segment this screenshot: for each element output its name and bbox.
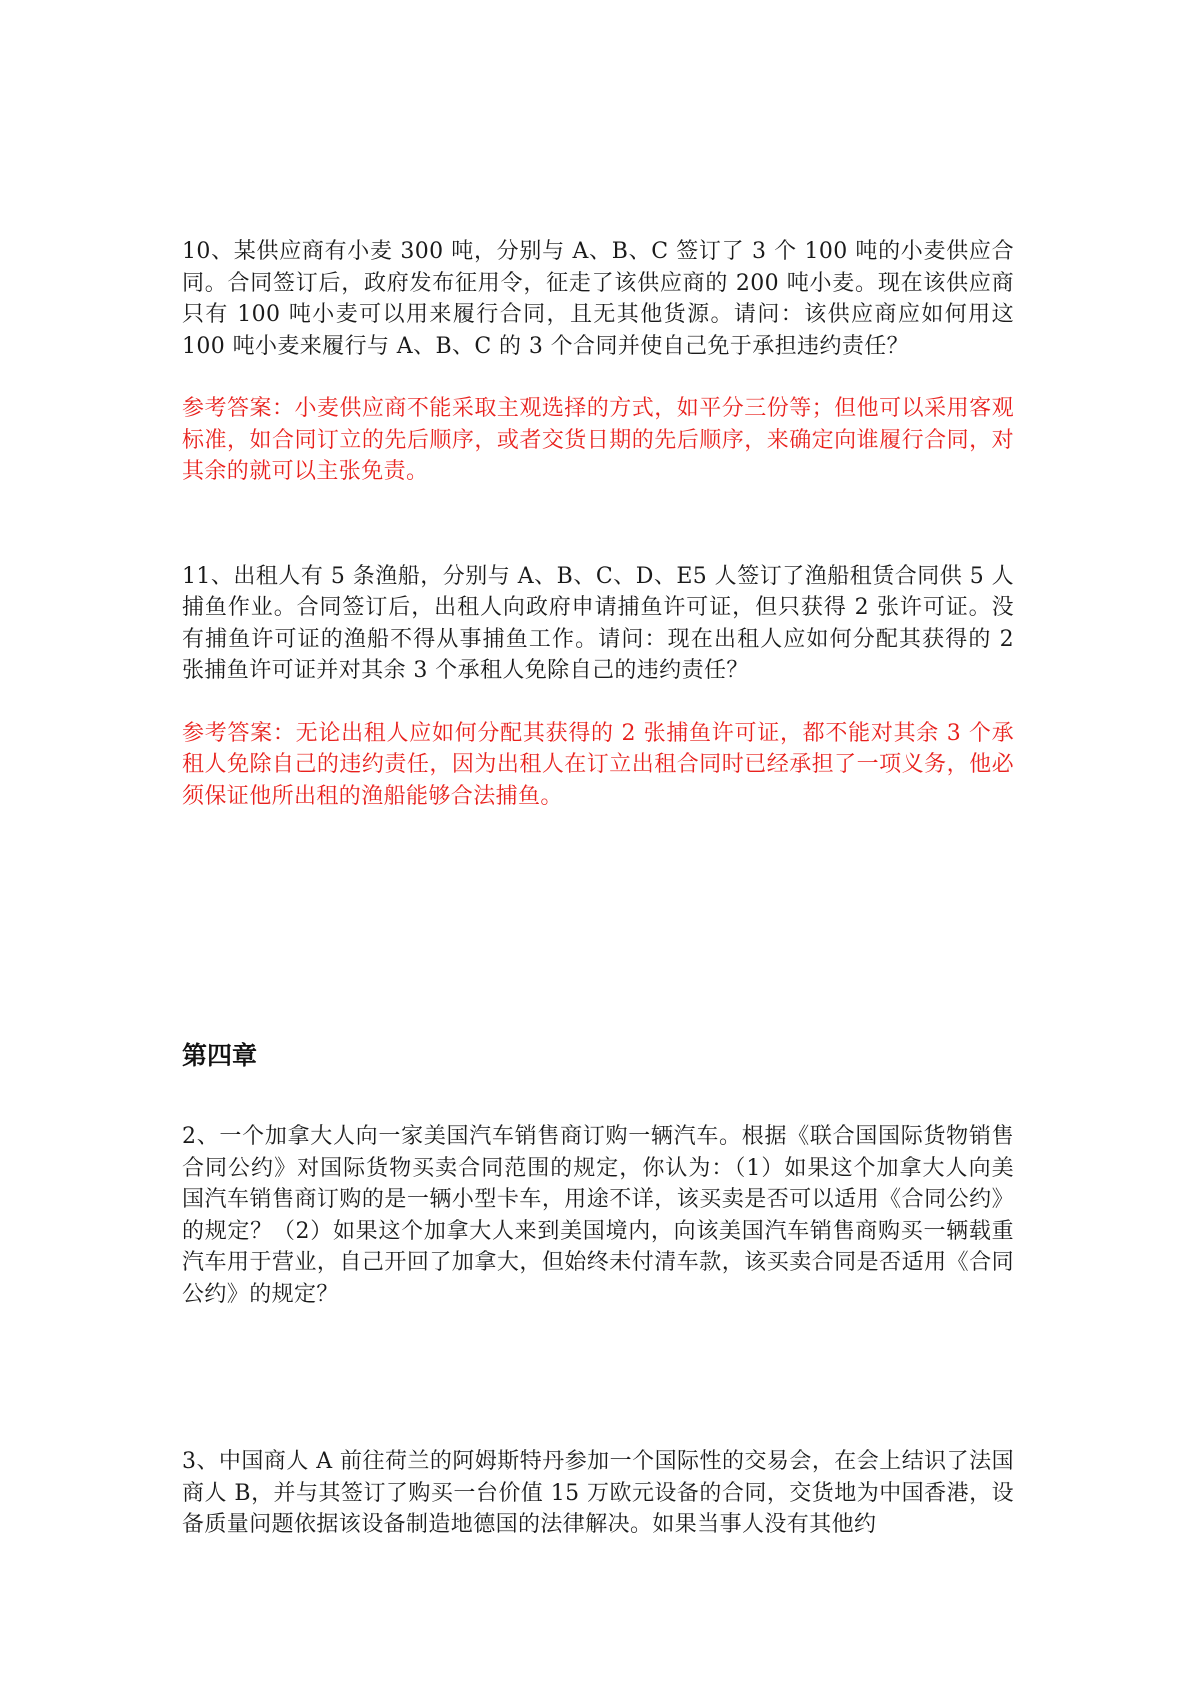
question-11: 11、出租人有 5 条渔船，分别与 A、B、C、D、E5 人签订了渔船租赁合同供 5 人捕鱼作业。合同签订后，出租人向政府申请捕鱼许可证，但只获得 2 张许可证。没有捕鱼许可证的渔船不得从事捕鱼工作。请问：现在出租人应如何分配其获得的 2 张捕鱼许可证并对其余 3 个承租人免除自己的违约责任？ bbox=[182, 563, 1014, 683]
document-page bbox=[182, 236, 1014, 1541]
question-10: 10、某供应商有小麦 300 吨，分别与 A、B、C 签订了 3 个 100 吨的小麦供应合同。合同签订后，政府发布征用令，征走了该供应商的 200 吨小麦。现在该供应商只有 100 吨小麦可以用来履行合同，且无其他货源。请问：该供应商应如何用这 100 吨小麦来履行与 A、B、C 的 3 个合同并使自己免于承担违约责任？ bbox=[182, 239, 1014, 359]
chapter-heading: 第四章 bbox=[182, 1041, 258, 1070]
question-3: 3、中国商人 A 前往荷兰的阿姆斯特丹参加一个国际性的交易会，在会上结识了法国商人 B，并与其签订了购买一台价值 15 万欧元设备的合同，交货地为中国香港，设备质量问题依据该设备制造地德国的法律解决。如果当事人没有其他约 bbox=[182, 1449, 1014, 1537]
question-2: 2、一个加拿大人向一家美国汽车销售商订购一辆汽车。根据《联合国国际货物销售合同公约》对国际货物买卖合同范围的规定，你认为：（1）如果这个加拿大人向美国汽车销售商订购的是一辆小型卡车，用途不详，该买卖是否可以适用《合同公约》的规定？（2）如果这个加拿大人来到美国境内，向该美国汽车销售商购买一辆载重汽车用于营业，自己开回了加拿大，但始终未付清车款，该买卖合同是否适用《合同公约》的规定？ bbox=[182, 1124, 1014, 1307]
answer-10: 参考答案：小麦供应商不能采取主观选择的方式，如平分三份等；但他可以采用客观标准，如合同订立的先后顺序，或者交货日期的先后顺序，来确定向谁履行合同，对其余的就可以主张免责。 bbox=[182, 396, 1014, 484]
answer-11: 参考答案：无论出租人应如何分配其获得的 2 张捕鱼许可证，都不能对其余 3 个承租人免除自己的违约责任，因为出租人在订立出租合同时已经承担了一项义务，他必须保证他所出租的渔船能够合法捕鱼。 bbox=[182, 720, 1014, 809]
